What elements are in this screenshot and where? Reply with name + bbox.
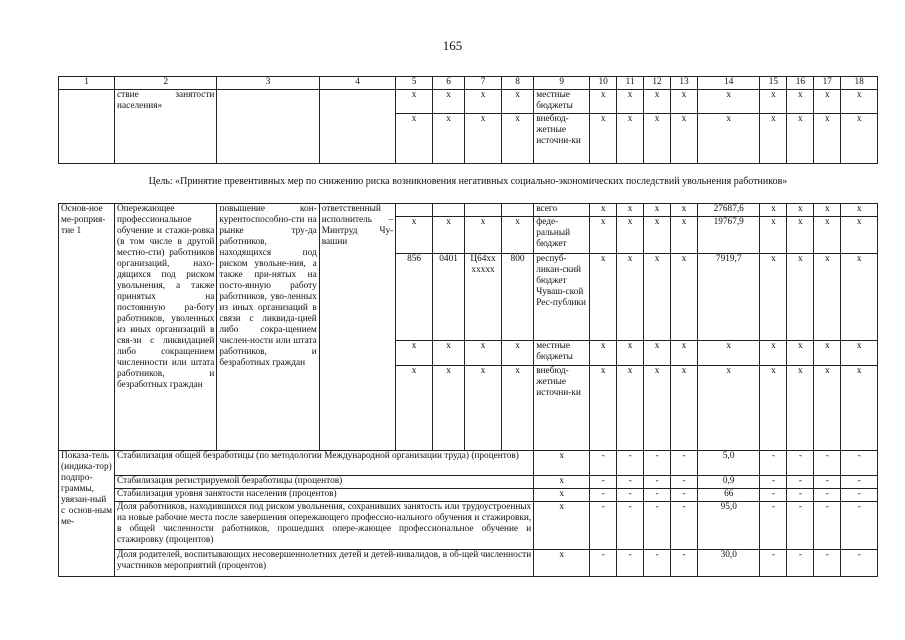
table-cell: 66 <box>697 489 760 502</box>
table-cell: х <box>760 217 787 254</box>
table-cell: х <box>841 204 878 217</box>
column-number: 5 <box>396 77 433 90</box>
table-cell: - <box>590 476 617 489</box>
table-cell: 856 <box>396 254 433 341</box>
table-cell <box>501 204 533 217</box>
table-row <box>59 90 878 114</box>
column-number: 16 <box>787 77 814 90</box>
table-cell: - <box>841 502 878 550</box>
table-cell: Ц64хх ххххх <box>465 254 502 341</box>
table-cell: х <box>590 366 617 451</box>
table-cell: х <box>760 204 787 217</box>
table-row <box>59 204 878 217</box>
table-cell: - <box>590 489 617 502</box>
indicator-name: Стабилизация уровня занятости населения (процентов) <box>115 489 534 502</box>
table-cell: х <box>760 90 787 114</box>
measure-name: ствие занятости населения» <box>115 90 217 164</box>
table-cell: х <box>841 366 878 451</box>
table-cell: х <box>432 217 464 254</box>
column-number: 9 <box>534 77 590 90</box>
table-cell: х <box>465 366 502 451</box>
table-cell: х <box>697 90 760 114</box>
responsible-executor: ответственный исполнитель – Минтруд Чу-вашии <box>319 204 396 451</box>
table-cell: х <box>590 254 617 341</box>
col4-cell <box>319 90 396 164</box>
table-cell: х <box>841 254 878 341</box>
table-cell: 0401 <box>432 254 464 341</box>
table-cell: х <box>787 366 814 451</box>
table-cell: х <box>590 204 617 217</box>
table-cell: - <box>617 502 644 550</box>
table-cell: х <box>465 114 502 164</box>
main-table <box>58 203 878 577</box>
table-cell: х <box>644 366 671 451</box>
table-cell: х <box>814 90 841 114</box>
indicator-name: Стабилизация общей безработицы (по методологии Международной организации труда) (процентов) <box>115 451 534 476</box>
table-cell: - <box>590 502 617 550</box>
funding-source: респуб-ликан-ский бюджет Чуваш-ской Рес-публики <box>534 254 590 341</box>
table-cell: х <box>501 90 533 114</box>
measure-name: Опережающее профессиональное обучение и стажи-ровка (в том числе в другой местно-сти) работников организаций, нахо-дящихся под риском увольнения, а также принятых на постоянную ра-боту работников, уволенных из иных организаций в свя-зи с ликвидацией либо сокращением численности или штата работников, и безработных граждан <box>115 204 217 451</box>
column-number: 17 <box>814 77 841 90</box>
table-cell: - <box>787 550 814 577</box>
table-cell: - <box>760 550 787 577</box>
table-cell: х <box>671 114 698 164</box>
table-cell: х <box>465 90 502 114</box>
table-cell: х <box>760 254 787 341</box>
indicator-row <box>59 476 878 489</box>
table-cell: - <box>617 451 644 476</box>
table-cell: х <box>671 217 698 254</box>
indicator-name: Доля работников, находившихся под риском увольнения, сохранивших занятость или трудоустроенных на новые рабочие места после завершения опережающего профессио-нального обучения и стажировки, в общей численности работников, прошедших опере-жающее профессиональное обучение и стажировку (процентов) <box>115 502 534 550</box>
indicator-name: Доля родителей, воспитывающих несовершеннолетних детей и детей-инвалидов, в об-щей численности участников мероприятий (процентов) <box>115 550 534 577</box>
table-cell: - <box>814 502 841 550</box>
column-number: 11 <box>617 77 644 90</box>
table-cell: х <box>501 114 533 164</box>
table-cell: х <box>841 341 878 366</box>
table-cell: х <box>534 489 590 502</box>
table-cell: х <box>617 254 644 341</box>
table-cell <box>432 204 464 217</box>
table-cell: х <box>617 366 644 451</box>
table-cell: х <box>787 204 814 217</box>
table-cell: - <box>644 502 671 550</box>
table-cell: х <box>814 254 841 341</box>
table-cell: - <box>841 451 878 476</box>
indicator-row <box>59 451 878 476</box>
table-cell: х <box>760 341 787 366</box>
column-number: 1 <box>59 77 115 90</box>
table-cell: - <box>787 476 814 489</box>
table-cell: х <box>671 254 698 341</box>
table-cell <box>396 204 433 217</box>
table-cell: х <box>814 341 841 366</box>
table-cell: 19767,9 <box>697 217 760 254</box>
column-number: 8 <box>501 77 533 90</box>
table-cell: х <box>432 366 464 451</box>
column-number: 18 <box>841 77 878 90</box>
table-cell: - <box>671 451 698 476</box>
column-number: 10 <box>590 77 617 90</box>
table-cell: - <box>841 489 878 502</box>
table-cell: х <box>534 451 590 476</box>
table-cell: - <box>760 502 787 550</box>
table-cell: - <box>644 489 671 502</box>
table-cell: х <box>644 254 671 341</box>
table-cell: - <box>671 476 698 489</box>
table-cell: х <box>590 217 617 254</box>
table-cell: х <box>671 90 698 114</box>
column-number: 2 <box>115 77 217 90</box>
table-cell: - <box>671 502 698 550</box>
table-cell: 800 <box>501 254 533 341</box>
top-table <box>58 76 878 164</box>
table-cell: х <box>697 341 760 366</box>
table-cell: х <box>534 502 590 550</box>
table-cell: х <box>671 341 698 366</box>
funding-source: внебюд-жетные источни-ки <box>534 114 590 164</box>
table-cell: х <box>501 341 533 366</box>
table-cell: х <box>590 341 617 366</box>
funding-source: всего <box>534 204 590 217</box>
table-cell: - <box>617 550 644 577</box>
measure-label: Основ-ное ме-роприя-тие 1 <box>59 204 115 451</box>
table-cell: - <box>814 451 841 476</box>
table-cell: х <box>671 366 698 451</box>
table-cell: х <box>396 341 433 366</box>
indicator-row <box>59 550 878 577</box>
table-cell: - <box>671 550 698 577</box>
table-cell: х <box>432 114 464 164</box>
table-cell: х <box>814 114 841 164</box>
table-cell: х <box>465 217 502 254</box>
table-cell: х <box>432 90 464 114</box>
funding-source: внебюд-жетные источни-ки <box>534 366 590 451</box>
table-cell: х <box>590 90 617 114</box>
column-number: 13 <box>671 77 698 90</box>
table-cell: - <box>841 550 878 577</box>
indicator-name: Стабилизация регистрируемой безработицы (процентов) <box>115 476 534 489</box>
table-cell: - <box>760 476 787 489</box>
table-cell: х <box>787 90 814 114</box>
table-cell: - <box>814 550 841 577</box>
table-cell: х <box>814 204 841 217</box>
table-cell: - <box>671 489 698 502</box>
table-cell: х <box>644 341 671 366</box>
table-cell: - <box>590 451 617 476</box>
table-cell: - <box>814 489 841 502</box>
table-cell: х <box>760 366 787 451</box>
table-cell: х <box>396 114 433 164</box>
indicator-label: Показа-тель (индика-тор) подпро-граммы, увязан-ный с основ-ным ме- <box>59 451 115 577</box>
indicator-row <box>59 489 878 502</box>
funding-source: местные бюджеты <box>534 341 590 366</box>
table-cell: х <box>644 90 671 114</box>
table-cell: х <box>501 217 533 254</box>
col3-cell <box>217 90 319 164</box>
table-cell <box>465 204 502 217</box>
table-cell: х <box>841 90 878 114</box>
page-number: 165 <box>442 38 463 53</box>
table-cell: х <box>787 254 814 341</box>
table-cell: х <box>617 90 644 114</box>
col1-cell <box>59 90 115 164</box>
column-number: 12 <box>644 77 671 90</box>
funding-source: феде-ральный бюджет <box>534 217 590 254</box>
table-cell: х <box>590 114 617 164</box>
table-cell: х <box>787 341 814 366</box>
indicator-row <box>59 502 878 550</box>
goal-text: Цель: «Принятие превентивных мер по снижению риска возникновения негативных социально-экономических последствий увольнения работников» <box>148 176 788 187</box>
column-number: 3 <box>217 77 319 90</box>
table-cell: х <box>432 341 464 366</box>
column-number: 14 <box>697 77 760 90</box>
table-cell: 30,0 <box>697 550 760 577</box>
table-cell: - <box>644 550 671 577</box>
table-cell: х <box>617 341 644 366</box>
table-cell: х <box>396 217 433 254</box>
table-cell: х <box>644 217 671 254</box>
table-cell: х <box>534 476 590 489</box>
table-cell: 27687,6 <box>697 204 760 217</box>
funding-source: местные бюджеты <box>534 90 590 114</box>
column-number: 4 <box>319 77 396 90</box>
table-cell: - <box>760 489 787 502</box>
table-cell: х <box>814 366 841 451</box>
table-cell: - <box>814 476 841 489</box>
table-cell: х <box>814 217 841 254</box>
column-number: 6 <box>432 77 464 90</box>
table-cell: 7919,7 <box>697 254 760 341</box>
table-cell: х <box>617 217 644 254</box>
table-cell: х <box>644 204 671 217</box>
table-cell: - <box>841 476 878 489</box>
table-cell: - <box>617 489 644 502</box>
table-cell: х <box>465 341 502 366</box>
table-cell: - <box>644 451 671 476</box>
table-cell: х <box>841 217 878 254</box>
table-cell: х <box>617 114 644 164</box>
column-number: 7 <box>465 77 502 90</box>
table-cell: х <box>501 366 533 451</box>
table-cell: - <box>590 550 617 577</box>
table-cell: х <box>644 114 671 164</box>
table-cell: х <box>841 114 878 164</box>
table-cell: 0,9 <box>697 476 760 489</box>
table-cell: - <box>787 451 814 476</box>
expected-result: повышение кон-курентоспособно-сти на рынке тру-да работников, находящихся под риском увольне-ния, а также при-нятых на посто-янную работу работников, уво-ленных из иных организаций в связи с ликвида-цией либо сокра-щением числен-ности или штата работников, и безработных граждан <box>217 204 319 451</box>
table-cell: х <box>671 204 698 217</box>
table-cell: 95,0 <box>697 502 760 550</box>
table-cell: х <box>760 114 787 164</box>
table-cell: - <box>644 476 671 489</box>
table-cell: х <box>787 114 814 164</box>
column-number: 15 <box>760 77 787 90</box>
table-cell: - <box>787 489 814 502</box>
table-cell: х <box>787 217 814 254</box>
table-cell: - <box>787 502 814 550</box>
table-cell: - <box>760 451 787 476</box>
table-cell: х <box>697 366 760 451</box>
table-cell: х <box>396 366 433 451</box>
table-cell: - <box>617 476 644 489</box>
table-cell: 5,0 <box>697 451 760 476</box>
column-number-row <box>59 77 878 90</box>
table-cell: х <box>697 114 760 164</box>
table-cell: х <box>534 550 590 577</box>
table-cell: х <box>396 90 433 114</box>
table-cell: х <box>617 204 644 217</box>
